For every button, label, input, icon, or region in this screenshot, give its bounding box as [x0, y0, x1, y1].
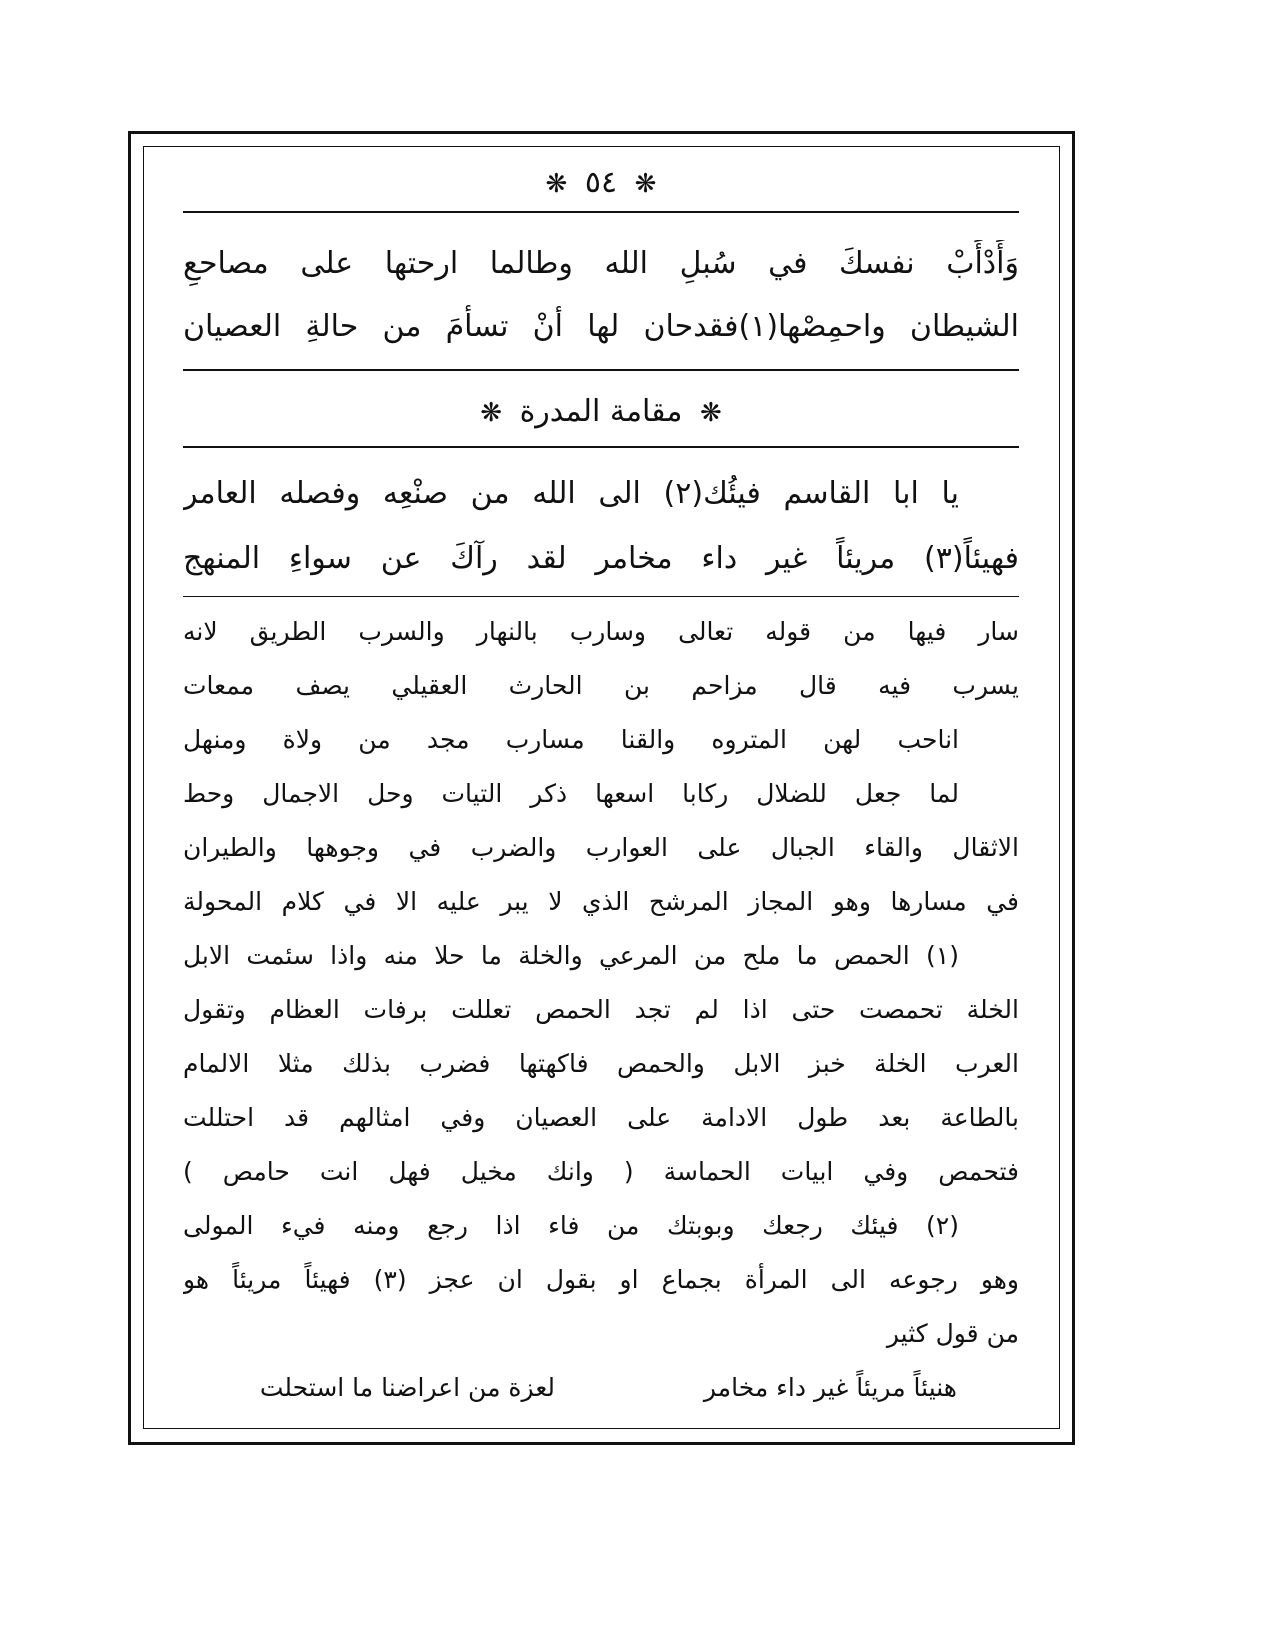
- section-title: [183, 385, 1019, 439]
- divider: [183, 596, 1019, 597]
- section-title-text: مقامة المدرة: [519, 394, 683, 429]
- verse-line: الشيطان واحمِصْها(١)فقدحان لها أنْ تسأمَ من حالةِ العصيان: [183, 309, 1019, 344]
- ornament-icon: ❋: [634, 168, 657, 199]
- commentary-line: (٢) فيئك رجعك وبوبتك من فاء اذا رجع ومنه فيء المولى: [183, 1211, 959, 1240]
- commentary-line: سار فيها من قوله تعالى وسارب بالنهار والسرب الطريق لانه: [183, 617, 1019, 646]
- page-number: ٥٤: [584, 165, 618, 200]
- commentary-line: فتحمص وفي ابيات الحماسة ( وانك مخيل فهل انت حامص ): [183, 1157, 1019, 1186]
- closing-verse-first-hemistich: هنيئاً مريئاً غير داء مخامر: [703, 1373, 957, 1402]
- verse-line: فهيئاً(٣) مريئاً غير داء مخامر لقد رآكَ عن سواءِ المنهج: [183, 541, 1019, 576]
- closing-verse-second-hemistich: لعزة من اعراضنا ما استحلت: [259, 1373, 555, 1402]
- ornament-icon: ❋: [480, 397, 503, 428]
- ornament-icon: ❋: [699, 397, 722, 428]
- commentary-line: يسرب فيه قال مزاحم بن الحارث العقيلي يصف ممعات: [183, 671, 1019, 700]
- commentary-line: من قول كثير: [886, 1319, 1019, 1348]
- verse-line: يا ابا القاسم فيئُك(٢) الى الله من صنْعِه وفصله العامر: [183, 476, 959, 511]
- commentary-line: الاثقال والقاء الجبال على العوارب والضرب في وجوهها والطيران: [183, 833, 1019, 862]
- page-number-header: [183, 160, 1019, 206]
- commentary-line: وهو رجوعه الى المرأة بجماع او بقول ان عجز (٣) فهيئاً مريئاً هو: [183, 1265, 1019, 1294]
- divider: [183, 369, 1019, 371]
- commentary-line: لما جعل للضلال ركابا اسعها ذكر التيات وحل الاجمال وحط: [183, 779, 959, 808]
- divider: [183, 446, 1019, 448]
- commentary-line: في مسارها وهو المجاز المرشح الذي لا يبر عليه الا في كلام المحولة: [183, 887, 1019, 916]
- commentary-line: بالطاعة بعد طول الادامة على العصيان وفي امثالهم قد احتللت: [183, 1103, 1019, 1132]
- divider: [183, 211, 1019, 213]
- commentary-line: العرب الخلة خبز الابل والحمص فاكهتها فضرب بذلك مثلا الالمام: [183, 1049, 1019, 1078]
- verse-line: وَأَدْأَبْ نفسكَ في سُبلِ الله وطالما ارحتها على مصاحعِ: [183, 246, 1019, 281]
- commentary-line: اناحب لهن المتروه والقنا مسارب مجد من ولاة ومنهل: [183, 725, 959, 754]
- ornament-icon: ❋: [545, 168, 568, 199]
- commentary-line: (١) الحمص ما ملح من المرعي والخلة ما حلا منه واذا سئمت الابل: [183, 941, 959, 970]
- commentary-line: الخلة تحمصت حتى اذا لم تجد الحمص تعللت برفات العظام وتقول: [183, 995, 1019, 1024]
